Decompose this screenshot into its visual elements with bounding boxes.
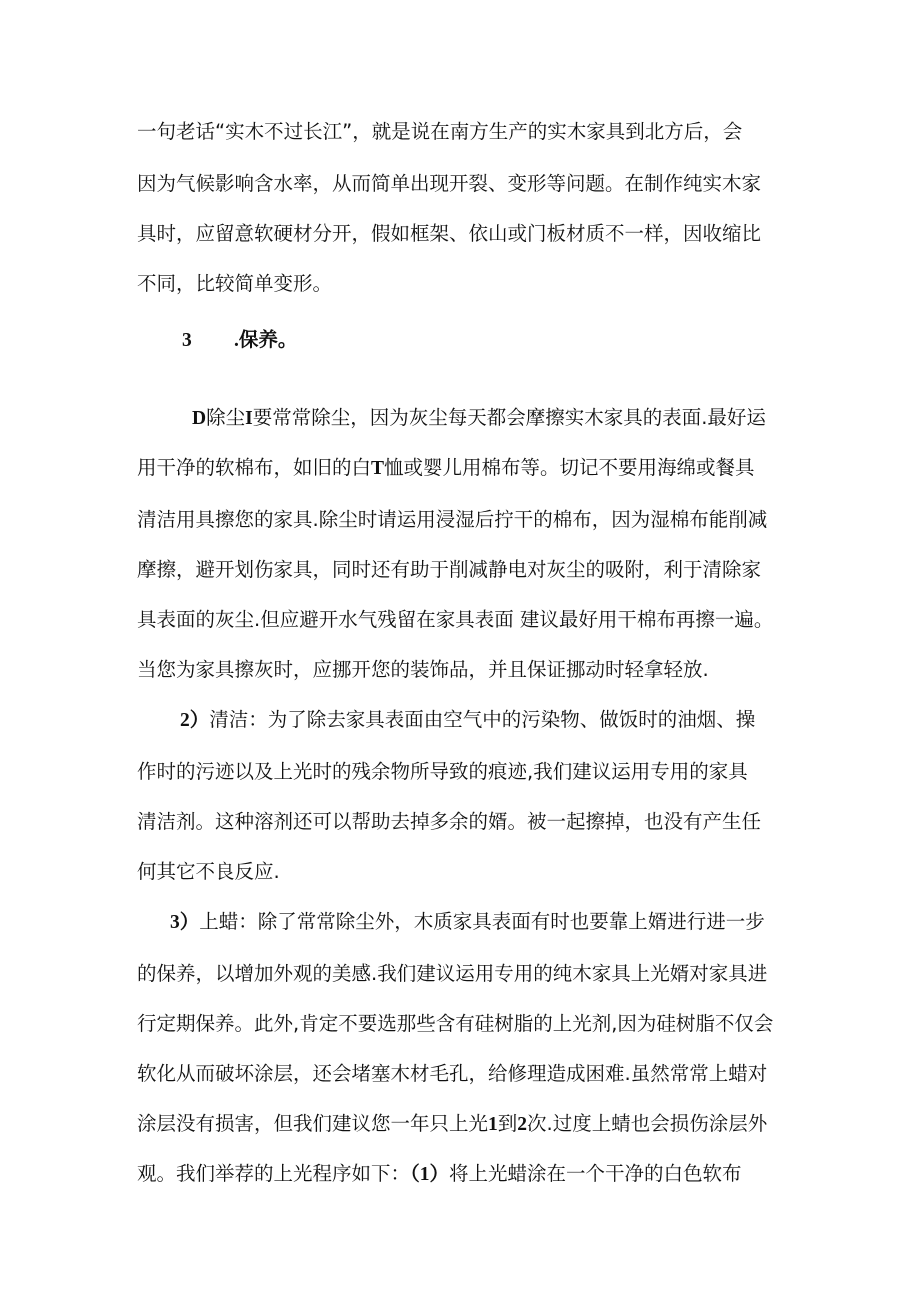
dust-paragraph-line-1 — [192, 404, 852, 433]
wax-line-5-text-c: 次.过度上蜻也会损伤涂层外 — [527, 1112, 768, 1135]
clean-paragraph-line-1 — [180, 706, 840, 735]
wax-paragraph-line-5 — [137, 1110, 797, 1139]
wax-line-6-marker: （1） — [410, 1164, 450, 1185]
dust-line-2-text-b: 恤或婴儿用棉布等。切记不要用海绵或餐具 — [384, 456, 755, 479]
paragraph-1-line-4: 不同，比较简单变形。 — [137, 272, 333, 295]
dust-paragraph-line-2 — [137, 454, 797, 483]
wax-line-5-text-b: 到 — [497, 1112, 518, 1135]
paragraph-1-line-1: 一句老话“实木不过长江”，就是说在南方生产的实木家具到北方后，会 — [137, 120, 743, 143]
clean-paragraph-line-4: 何其它不良反应. — [137, 860, 280, 883]
wax-paragraph-line-1 — [170, 908, 830, 937]
section-number: 3 — [182, 330, 192, 351]
section-heading — [182, 326, 297, 355]
clean-line-1-text: 清洁：为了除去家具表面由空气中的污染物、做饭时的油烟、操 — [209, 708, 756, 731]
clean-paragraph-line-3: 清洁剂。这种溶剂还可以帮助去掉多余的婿。被一起擦掉，也没有产生任 — [137, 810, 762, 833]
wax-paragraph-line-6 — [137, 1160, 797, 1189]
paragraph-1-line-2: 因为气候影响含水率，从而简单出现开裂、变形等问题。在制作纯实木家 — [137, 172, 762, 195]
dust-line-2-marker: T — [371, 458, 385, 479]
wax-line-5-text-a: 涂层没有损害，但我们建议您一年只上光 — [137, 1112, 489, 1135]
dust-paragraph-line-5: 具表面的灰尘.但应避开水气残留在家具表面 建议最好用干棉布再擦一遍。 — [137, 608, 774, 631]
dust-marker: D — [192, 408, 207, 429]
dust-paragraph-line-4: 摩擦，避开划伤家具，同时还有助于削减静电对灰尘的吸附，利于清除家 — [137, 558, 762, 581]
dust-line-1-text: 要常常除尘，因为灰尘每天都会摩擦实木家具的表面.最好运 — [252, 406, 766, 429]
wax-line-1-text: 上蜡：除了常常除尘外，木质家具表面有时也要靠上婿进行进一步 — [199, 910, 765, 933]
dust-marker-2: I — [245, 408, 253, 429]
dust-label: 除尘 — [206, 406, 246, 429]
wax-paragraph-line-4: 软化从而破坏涂层，还会堵塞木材毛孔，给修理造成困难.虽然常常上蜡对 — [137, 1062, 768, 1085]
clean-marker: 2） — [180, 710, 210, 731]
clean-paragraph-line-2: 作时的污迹以及上光时的残余物所导致的痕迹,我们建议运用专用的家具 — [137, 760, 748, 783]
wax-paragraph-line-3: 行定期保养。此外,肯定不要选那些含有硅树脂的上光剂,因为硅树脂不仅会 — [137, 1012, 774, 1035]
wax-line-6-text-a: 观。我们举荐的上光程序如下： — [137, 1162, 411, 1185]
dust-paragraph-line-3: 清洁用具擦您的家具.除尘时请运用浸湿后拧干的棉布，因为湿棉布能削减 — [137, 508, 768, 531]
dust-line-2-text-a: 用干净的软棉布，如旧的白 — [137, 456, 372, 479]
wax-line-5-num-2: 2 — [517, 1114, 528, 1135]
dust-paragraph-line-6: 当您为家具擦灰时，应挪开您的装饰品，并且保证挪动时轻拿轻放. — [137, 658, 709, 681]
paragraph-1-line-3: 具时，应留意软硬材分开，假如框架、依山或门板材质不一样，因收缩比 — [137, 222, 762, 245]
wax-line-6-text-b: 将上光蜡涂在一个干净的白色软布 — [449, 1162, 742, 1185]
wax-marker: 3） — [170, 912, 200, 933]
wax-paragraph-line-2: 的保养，以增加外观的美感.我们建议运用专用的纯木家具上光婿对家具进 — [137, 962, 768, 985]
wax-line-5-num-1: 1 — [488, 1114, 498, 1135]
section-title: .保养。 — [234, 330, 298, 351]
